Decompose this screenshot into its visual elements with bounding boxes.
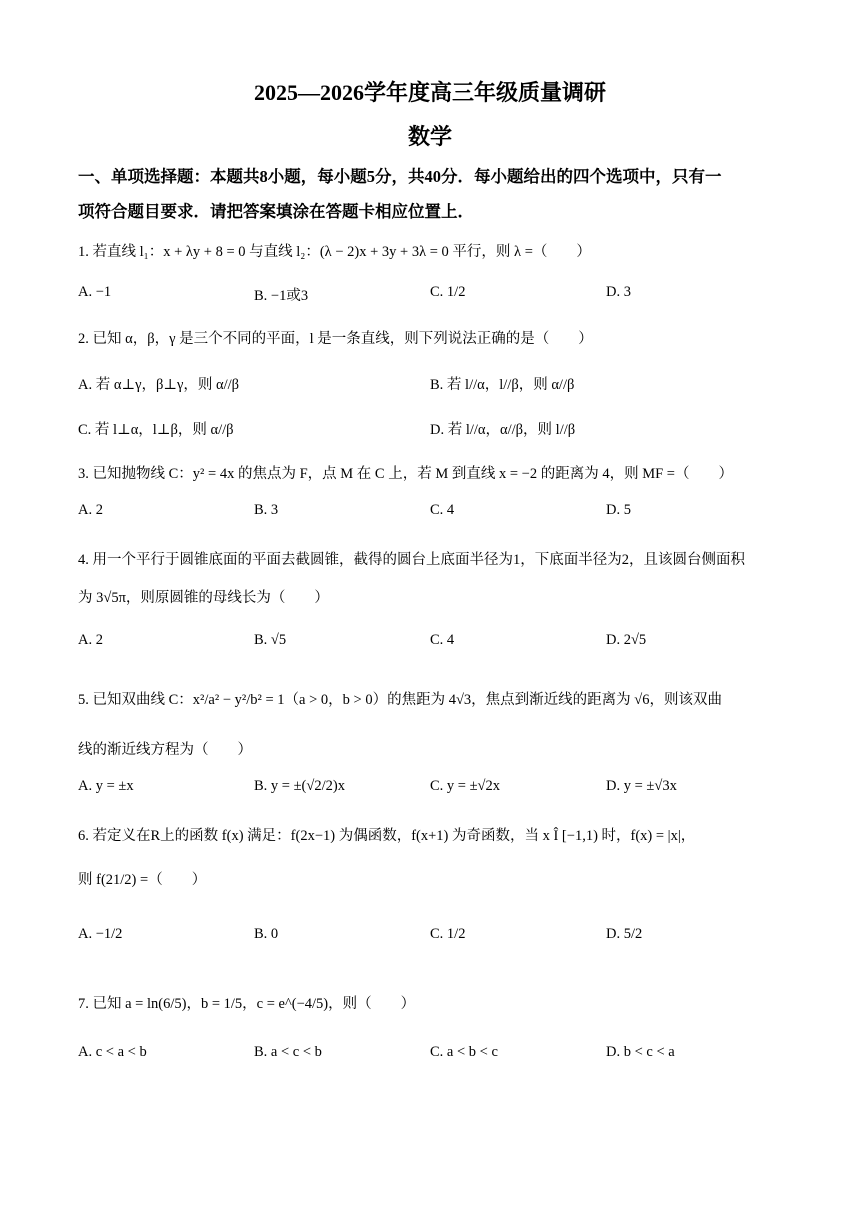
q5-option-d: D. y = ±√3x	[606, 778, 677, 794]
question-4-stem-line2: 为 3√5π，则原圆锥的母线长为（ ）	[78, 590, 329, 606]
q5-option-c: C. y = ±√2x	[430, 778, 501, 794]
page-title: 2025—2026学年度高三年级质量调研	[253, 80, 606, 105]
q4-option-b: B. √5	[254, 632, 287, 648]
q7-option-d: D. b < c < a	[606, 1044, 675, 1060]
question-3-stem: 3. 已知抛物线 C：y² = 4x 的焦点为 F，点 M 在 C 上，若 M 到直线 x = −2 的距离为 4，则 MF =（ ）	[78, 466, 733, 482]
q7-option-b: B. a < c < b	[254, 1044, 322, 1060]
question-5-stem-line1: 5. 已知双曲线 C：x²/a² − y²/b² = 1（a > 0，b > 0）的焦距为 4√3，焦点到渐近线的距离为 √6，则该双曲	[78, 692, 722, 708]
section-instructions-line2: 项符合题目要求．请把答案填涂在答题卡相应位置上．	[78, 202, 474, 221]
question-5-stem-line2: 线的渐近线方程为（ ）	[78, 742, 252, 758]
q2-option-d: D. 若 l//α，α//β，则 l//β	[430, 422, 576, 438]
q4-option-c: C. 4	[430, 632, 455, 648]
question-6-stem-line1: 6. 若定义在R上的函数 f(x) 满足：f(2x−1) 为偶函数，f(x+1) 为奇函数，当 x Î [−1,1) 时，f(x) = |x|，	[78, 828, 696, 844]
question-1-stem: 1. 若直线 l₁：x + λy + 8 = 0 与直线 l₂：(λ − 2)x + 3y + 3λ = 0 平行，则 λ =（ ）	[78, 244, 591, 260]
q1-option-c: C. 1/2	[430, 284, 466, 300]
q5-option-b: B. y = ±(√2/2)x	[254, 778, 345, 794]
q6-option-a: A. −1/2	[78, 926, 123, 942]
q7-option-a: A. c < a < b	[78, 1044, 147, 1060]
q3-option-a: A. 2	[78, 502, 103, 518]
subject-title: 数学	[407, 124, 452, 149]
q6-option-b: B. 0	[254, 926, 279, 942]
q5-option-a: A. y = ±x	[78, 778, 134, 794]
q6-option-d: D. 5/2	[606, 926, 643, 942]
q6-option-c: C. 1/2	[430, 926, 466, 942]
q4-option-d: D. 2√5	[606, 632, 647, 648]
q1-option-b: B. −1或3	[254, 288, 309, 304]
q4-option-a: A. 2	[78, 632, 103, 648]
q1-option-d: D. 3	[606, 284, 631, 300]
q3-option-b: B. 3	[254, 502, 279, 518]
q1-option-a: A. −1	[78, 284, 112, 300]
question-7-stem: 7. 已知 a = ln(6/5)，b = 1/5，c = e^(−4/5)，则（ ）	[78, 996, 416, 1012]
q2-option-b: B. 若 l//α，l//β，则 α//β	[430, 377, 575, 393]
question-6-stem-line2: 则 f(21/2) =（ ）	[78, 872, 207, 888]
q3-option-c: C. 4	[430, 502, 455, 518]
question-4-stem-line1: 4. 用一个平行于圆锥底面的平面去截圆锥，截得的圆台上底面半径为1，下底面半径为2，且该圆台侧面积	[78, 552, 745, 568]
q3-option-d: D. 5	[606, 502, 631, 518]
q2-option-c: C. 若 l⊥α，l⊥β，则 α//β	[78, 422, 234, 438]
section-instructions-line1: 一、单项选择题：本题共8小题，每小题5分，共40分．每小题给出的四个选项中，只有一	[78, 167, 722, 186]
q7-option-c: C. a < b < c	[430, 1044, 498, 1060]
question-2-stem: 2. 已知 α，β，γ 是三个不同的平面，l 是一条直线，则下列说法正确的是（ ）	[78, 331, 593, 347]
q2-option-a: A. 若 α⊥γ，β⊥γ，则 α//β	[78, 377, 240, 393]
